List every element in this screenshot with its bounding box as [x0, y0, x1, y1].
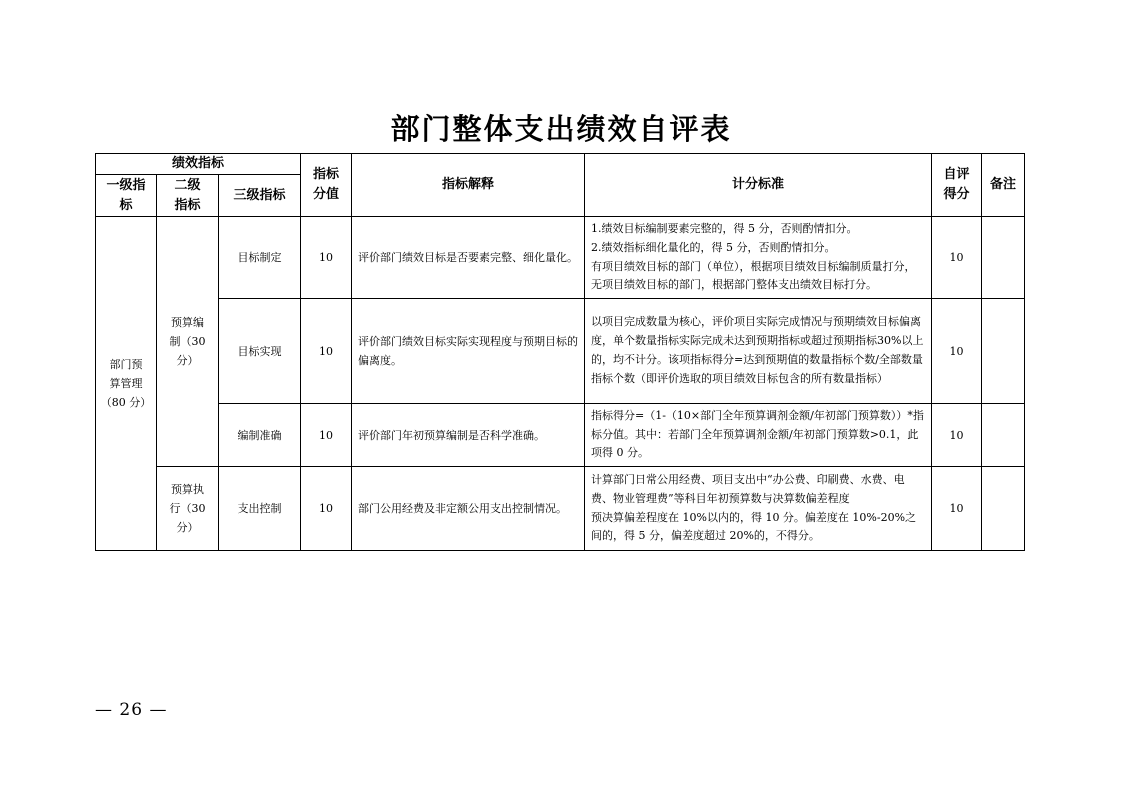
score-cell: 10: [301, 299, 352, 404]
header-level1-text: 一级指 标: [106, 177, 146, 213]
header-remarks: 备注: [982, 154, 1025, 217]
explanation-cell: 评价部门绩效目标实际实现程度与预期目标的偏离度。: [352, 299, 585, 404]
score-cell: 10: [301, 404, 352, 467]
criteria-cell: [585, 299, 932, 404]
header-explanation: 指标解释: [352, 154, 585, 217]
level2-label: 预算执 行（30 分）: [169, 483, 206, 534]
header-level1: [96, 175, 157, 217]
header-level2-text: 二级 指标: [174, 177, 201, 213]
level2-cell: [157, 467, 219, 551]
page-number: — 26 —: [95, 700, 168, 720]
header-indicator-group: 绩效指标: [96, 154, 301, 175]
remark-cell: [982, 217, 1025, 299]
header-self-score-text: 自评 得分: [943, 167, 970, 202]
criteria-line: 1.绩效目标编制要素完整的，得 5 分，否则酌情扣分。: [591, 221, 858, 235]
header-self-score: [932, 154, 982, 217]
criteria-line: 以项目完成数量为核心，评价项目实际完成情况与预期绩效目标偏离度，单个数量指标实际完成未达到预期指标或超过预期指标30%以上的，均不计分。该项指标得分=达到预期值的数量指标个数/全部数量指标个数（即评价选取的项目绩效目标包含的所有数量指标）: [591, 315, 924, 385]
indicator-cell: 目标制定: [219, 217, 301, 299]
criteria-line: 指标得分=（1-（10×部门全年预算调剂金额/年初部门预算数））*指标分值。其中：若部门全年预算调剂金额/年初部门预算数>0.1，此项得 0 分。: [591, 408, 924, 460]
table-row: [96, 467, 1025, 551]
header-level3: 三级指标: [219, 175, 301, 217]
level2-cell: [157, 217, 219, 467]
header-level2: [157, 175, 219, 217]
remark-cell: [982, 299, 1025, 404]
indicator-cell: 目标实现: [219, 299, 301, 404]
table-row: [96, 217, 1025, 299]
header-criteria: 计分标准: [585, 154, 932, 217]
remark-cell: [982, 467, 1025, 551]
page-title: 部门整体支出绩效自评表: [390, 112, 732, 146]
self-score-cell: 10: [932, 299, 982, 404]
self-score-cell: 10: [932, 404, 982, 467]
explanation-cell: 部门公用经费及非定额公用支出控制情况。: [352, 467, 585, 551]
score-cell: 10: [301, 467, 352, 551]
score-cell: 10: [301, 217, 352, 299]
criteria-cell: [585, 217, 932, 299]
self-score-cell: 10: [932, 217, 982, 299]
criteria-line: 计算部门日常公用经费、项目支出中“办公费、印刷费、水费、电费、物业管理费”等科目年初预算数与决算数偏差程度: [591, 472, 905, 505]
table-row: [96, 404, 1025, 467]
criteria-line: 2.绩效指标细化量化的，得 5 分，否则酌情扣分。: [591, 240, 836, 254]
criteria-cell: [585, 467, 932, 551]
criteria-cell: [585, 404, 932, 467]
header-score-text: 指标 分值: [312, 167, 339, 202]
header-score: [301, 154, 352, 217]
indicator-cell: 编制准确: [219, 404, 301, 467]
level1-label: 部门预 算管理 （80 分）: [100, 358, 152, 409]
explanation-cell: 评价部门绩效目标是否要素完整、细化量化。: [352, 217, 585, 299]
level2-label: 预算编 制（30 分）: [169, 316, 206, 367]
level1-cell: [96, 217, 157, 551]
explanation-cell: 评价部门年初预算编制是否科学准确。: [352, 404, 585, 467]
performance-evaluation-table: [95, 153, 1025, 551]
criteria-line: 预决算偏差程度在 10%以内的，得 10 分。偏差度在 10%-20%之间的，得 5 分，偏差度超过 20%的，不得分。: [591, 510, 917, 543]
indicator-cell: 支出控制: [219, 467, 301, 551]
remark-cell: [982, 404, 1025, 467]
self-score-cell: 10: [932, 467, 982, 551]
criteria-line: 有项目绩效目标的部门（单位），根据项目绩效目标编制质量打分，无项目绩效目标的部门，根据部门整体支出绩效目标打分。: [591, 259, 916, 292]
table-row: [96, 299, 1025, 404]
